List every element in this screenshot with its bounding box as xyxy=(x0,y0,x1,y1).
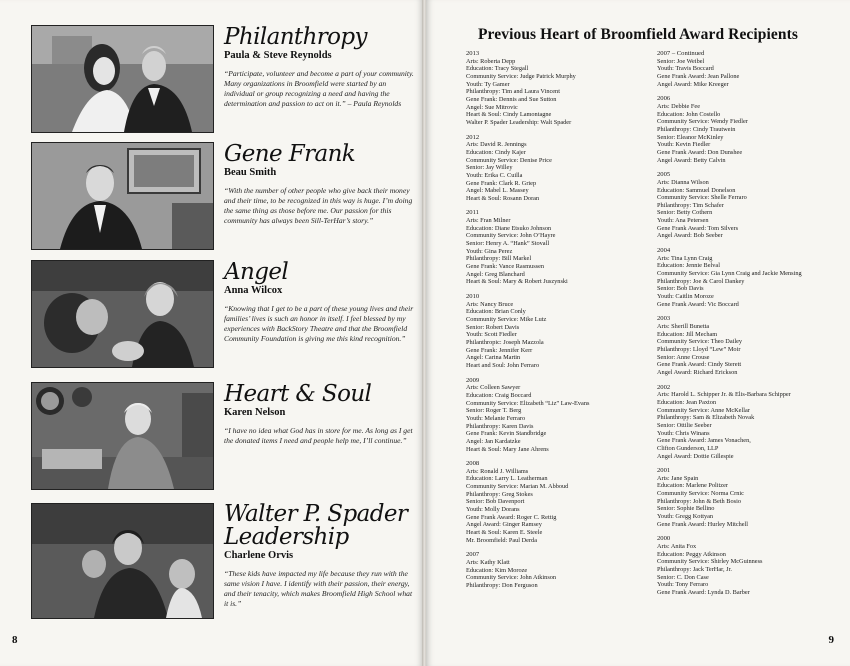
recipient-line: Gene Frank Award: Roger C. Rettig xyxy=(466,513,557,521)
recipient-line: Philanthropy: Cindy Trautwein xyxy=(657,125,736,133)
recipient-line: Gene Frank: Dennis and Sue Sutton xyxy=(466,95,557,103)
recipient-line: Gene Frank Award: Hurley Mitchell xyxy=(657,520,749,528)
recipient-line: Angel: Greg Blanchard xyxy=(466,270,525,278)
recipient-line: Education: Diane Etsuko Johnson xyxy=(466,224,552,232)
award-entry-walter-p-spader-leadership xyxy=(31,503,416,613)
year-block xyxy=(466,209,641,286)
photo-anna-wilcox xyxy=(31,260,214,368)
recipient-line: Heart and Soul: John Ferraro xyxy=(466,361,540,369)
year-heading: 2004 xyxy=(657,247,671,255)
recipient-line: Arts: Anita Fox xyxy=(657,543,697,551)
recipient-line: Youth: Caitlin Moroze xyxy=(657,293,714,301)
recipient-line: Gene Frank: Clark R. Griep xyxy=(466,179,537,187)
recipient-line: Heart & Soul: Rosann Doran xyxy=(466,194,540,202)
recipient-line: Philanthropy: Greg Stokes xyxy=(466,490,533,498)
award-text xyxy=(224,260,414,344)
recipient-line: Philanthropy: Jack TerHar, Jr. xyxy=(657,566,732,574)
award-entry-angel xyxy=(31,260,416,370)
recipient-line: Community Service: Shelle Ferraro xyxy=(657,194,747,202)
year-block xyxy=(657,95,842,164)
award-recipient: Charlene Orvis xyxy=(224,550,294,561)
recipients-column-right xyxy=(657,50,842,604)
recipient-line: Gene Frank Award: James Vonachen, xyxy=(657,437,751,445)
year-block xyxy=(657,171,842,240)
year-block xyxy=(466,50,641,127)
recipient-line: Education: Larry L. Leatherman xyxy=(466,475,548,483)
recipient-line: Angel: Carina Martin xyxy=(466,354,521,362)
page-title: Previous Heart of Broomfield Award Recipients xyxy=(477,26,799,43)
recipient-line: Arts: Tina Lynn Craig xyxy=(657,254,713,262)
recipient-line: Angel Award: Ginger Ramsey xyxy=(466,521,542,529)
year-heading: 2005 xyxy=(657,171,671,179)
year-block xyxy=(466,551,641,589)
year-heading: 2003 xyxy=(657,315,671,323)
award-entry-gene-frank xyxy=(31,142,416,252)
recipient-line: Angel Award: Betty Calvin xyxy=(657,156,726,164)
recipient-line: Philanthropic: Joseph Mazzola xyxy=(466,338,544,346)
recipient-line: Community Service: Mike Lutz xyxy=(466,316,547,323)
award-quote: “These kids have impacted my life because they run with the same vision I have. I identify with their passion, their energy, and their tenacity, which makes Broomfield High School what it is.” xyxy=(224,569,413,608)
right-page xyxy=(426,0,850,666)
year-block xyxy=(657,315,842,376)
recipient-line: Youth: Gina Perez xyxy=(466,247,513,255)
recipient-line: Arts: Colleen Sawyer xyxy=(466,384,521,392)
recipient-line: Education: Craig Boccard xyxy=(466,391,532,399)
award-text xyxy=(224,503,414,609)
recipient-line: Philanthropy: Sam & Elizabeth Novak xyxy=(657,414,755,422)
recipient-line: Philanthropy: John & Beth Bosio xyxy=(657,497,741,505)
recipient-line: Senior: Sophie Bellino xyxy=(657,505,715,513)
recipient-line: Education: Kim Moroze xyxy=(466,566,528,574)
recipient-line: Gene Frank: Vance Rasmussen xyxy=(466,263,545,271)
recipient-line: Senior: Robert Davis xyxy=(466,323,520,331)
year-heading: 2009 xyxy=(466,376,480,384)
recipient-line: Community Service: Wendy Fiedler xyxy=(657,118,748,126)
award-text xyxy=(224,142,414,226)
award-entry-philanthropy xyxy=(31,25,416,135)
recipient-line: Angel: Mabel L. Massey xyxy=(466,187,529,195)
recipient-line: Community Service: Shirley McGuinness xyxy=(657,558,763,566)
recipient-line: Youth: Tony Ferraro xyxy=(657,581,709,589)
recipient-line: Heart & Soul: Mary & Robert Juszynski xyxy=(466,278,568,286)
photo-beau-smith xyxy=(31,142,214,250)
recipient-line: Youth: Chris Winans xyxy=(657,429,710,437)
recipient-line: Senior: Betty Cothern xyxy=(657,209,713,217)
recipient-line: Youth: Molly Dorans xyxy=(466,506,520,514)
year-block xyxy=(657,50,842,88)
recipient-line: Community Service: Marian M. Abboud xyxy=(466,483,569,491)
recipient-line: Arts: Jane Spain xyxy=(657,474,699,482)
award-recipient: Karen Nelson xyxy=(224,407,286,418)
recipient-line: Philanthropy: Tim Schafer xyxy=(657,201,724,209)
page-number-left: 8 xyxy=(12,634,18,646)
recipient-line: Youth: Melanie Ferraro xyxy=(466,414,526,422)
recipient-line: Angel Award: Richard Erickson xyxy=(657,368,738,376)
recipient-line: Senior: Joe Weibel xyxy=(657,57,705,65)
recipient-line: Angel: Sue Mitrovic xyxy=(466,103,518,111)
recipient-line: Gene Frank Award: Cindy Sterett xyxy=(657,361,742,369)
year-heading: 2000 xyxy=(657,535,671,543)
recipient-line: Education: Jill Mecham xyxy=(657,330,718,338)
year-heading: 2002 xyxy=(657,383,671,391)
recipient-line: Arts: Harold L. Schipper Jr. & Elis-Barbara Schipper xyxy=(657,391,791,399)
recipient-line: Gene Frank Award: Don Dunshee xyxy=(657,148,743,156)
recipient-line: Arts: David R. Jennings xyxy=(466,141,527,149)
recipient-line: Education: Peggy Atkinson xyxy=(657,550,726,558)
recipient-line: Philanthropy: Joe & Carol Dankey xyxy=(657,277,745,285)
award-quote: “Participate, volunteer and become a part of your community. Many organizations in Broomfield were started by an individual or group recognizing a need and having the determination and passion to act on it.” – Paula Reynolds xyxy=(224,69,414,108)
award-quote: “With the number of other people who give back their money and their time, to be recognized in this way is huge. I’m doing the same thing as those before me. Our passion for this community has always been Sill-TerHar’s story.” xyxy=(224,186,413,225)
award-title: Philanthropy xyxy=(224,24,367,50)
recipient-line: Senior: C. Don Case xyxy=(657,573,709,581)
photo-charlene-orvis xyxy=(31,503,214,619)
recipient-line: Community Service: Gia Lynn Craig and Jackie Mensing xyxy=(657,270,802,278)
year-block xyxy=(466,460,641,544)
recipient-line: Arts: Dianna Wilson xyxy=(657,178,709,186)
recipient-line: Youth: Ana Petersen xyxy=(657,217,709,225)
recipient-line: Arts: Ronald J. Williams xyxy=(466,467,529,475)
recipient-line: Arts: Kathy Klatt xyxy=(466,559,510,567)
recipient-line: Mr. Broomfield: Paul Derda xyxy=(466,536,538,544)
recipient-line: Philanthropy: Tim and Laura Vincent xyxy=(466,88,560,96)
recipient-line: Angel Award: Bob Seeber xyxy=(657,232,723,240)
recipient-line: Education: Marlene Politzer xyxy=(657,482,728,490)
recipient-line: Philanthropy: Lloyd “Lew” Moir xyxy=(657,345,741,353)
recipient-line: Youth: Ty Gamer xyxy=(466,80,510,88)
recipient-line: Heart & Soul: Mary Jane Ahrens xyxy=(466,445,549,453)
recipient-line: Youth: Scott Fiedler xyxy=(466,331,517,339)
page-number-right: 9 xyxy=(828,634,834,646)
photo-paula-steve-reynolds xyxy=(31,25,214,133)
year-block xyxy=(657,535,842,596)
recipient-line: Philanthropy: Bill Markel xyxy=(466,255,532,263)
recipient-line: Education: Brian Conly xyxy=(466,308,526,316)
year-heading: 2012 xyxy=(466,133,480,141)
recipient-line: Community Service: John O’Hayre xyxy=(466,232,556,240)
recipient-line: Education: Sammuel Donelson xyxy=(657,186,736,194)
award-recipient: Anna Wilcox xyxy=(224,285,283,296)
recipient-line: Senior: Bob Davenport xyxy=(466,498,525,506)
year-heading: 2011 xyxy=(466,209,479,217)
recipient-line: Angel: Jan Kardatzke xyxy=(466,437,521,445)
recipient-line: Community Service: Anne McKellar xyxy=(657,406,750,414)
recipient-line: Education: Jennie Belval xyxy=(657,262,720,270)
left-page xyxy=(0,0,423,666)
recipient-line: Philanthropy: Karen Davis xyxy=(466,422,534,430)
recipient-line: Senior: Anne Crouse xyxy=(657,353,710,361)
year-heading: 2001 xyxy=(657,467,671,475)
award-title: Walter P. Spader Leadership xyxy=(224,501,408,550)
year-heading: 2007 xyxy=(466,551,480,559)
year-block xyxy=(657,247,842,308)
award-title: Heart & Soul xyxy=(224,381,372,407)
photo-karen-nelson xyxy=(31,382,214,490)
recipient-line: Youth: Gregg Kottyan xyxy=(657,513,714,521)
recipient-line: Arts: Fran Milner xyxy=(466,217,511,225)
recipient-line: Senior: Jay Willey xyxy=(466,164,513,172)
recipient-line: Arts: Nancy Bruce xyxy=(466,300,514,308)
recipient-line: Gene Frank Award: Tom Silvers xyxy=(657,224,739,232)
recipient-line: Education: Jean Paxton xyxy=(657,398,717,406)
award-quote: “I have no idea what God has in store for me. As long as I get the donated items I need and people help me, I’ll continue.” xyxy=(224,426,413,445)
recipient-line: Heart & Soul: Cindy Lamontagne xyxy=(466,111,552,119)
award-entry-heart-and-soul xyxy=(31,382,416,492)
year-heading: 2010 xyxy=(466,293,480,301)
recipient-line: Community Service: Denise Price xyxy=(466,156,552,164)
recipient-line: Youth: Kevin Fiedler xyxy=(657,141,711,149)
year-heading: 2008 xyxy=(466,460,480,468)
year-block xyxy=(657,467,842,528)
award-title: Gene Frank xyxy=(224,141,356,167)
year-block xyxy=(657,384,842,461)
award-recipient: Beau Smith xyxy=(224,167,277,178)
recipient-line: Youth: Travis Boccard xyxy=(657,65,714,73)
recipient-line: Gene Frank Award: Vic Boccard xyxy=(657,300,739,308)
year-heading: 2007 – Continued xyxy=(657,50,705,57)
award-title: Angel xyxy=(224,259,289,285)
recipient-line: Angel Award: Dottie Gillespie xyxy=(657,452,734,460)
recipients-column-left xyxy=(466,50,641,597)
year-block xyxy=(466,293,641,370)
recipient-line: Community Service: John Atkinson xyxy=(466,574,557,582)
recipient-line: Gene Frank Award: Jean Pallone xyxy=(657,72,740,80)
recipient-line: Gene Frank: Kevin Standbridge xyxy=(466,430,547,438)
recipient-line: Community Service: Norma Crnic xyxy=(657,490,744,498)
recipient-line: Education: Cindy Kajer xyxy=(466,148,526,156)
recipient-line: Youth: Erika C. Cuilla xyxy=(466,171,523,179)
recipient-line: Senior: Roger T. Berg xyxy=(466,407,522,415)
recipient-line: Philanthropy: Don Ferguson xyxy=(466,582,538,589)
recipient-line: Community Service: Judge Patrick Murphy xyxy=(466,72,576,80)
recipient-line: Senior: Henry A. “Hank” Stovall xyxy=(466,240,550,248)
recipient-line: Arts: Debbie Fee xyxy=(657,102,701,110)
year-heading: 2006 xyxy=(657,95,671,103)
award-text xyxy=(224,382,414,446)
recipient-line: Arts: Roberta Depp xyxy=(466,57,516,65)
recipient-line: Clifton Gunderson, LLP xyxy=(657,444,719,452)
award-quote: “Knowing that I get to be a part of these young lives and their families’ lives is such an honor in itself. I feel blessed by my experiences with BackStory Theatre and that the Broomfield Community Foundation is giving me this kind recognition.” xyxy=(224,304,414,343)
recipient-line: Education: Tracy Stegall xyxy=(466,65,529,73)
recipient-line: Senior: Eleanor McKinley xyxy=(657,133,724,141)
recipient-line: Angel Award: Mike Kreeger xyxy=(657,80,729,88)
recipient-line: Community Service: Theo Dailey xyxy=(657,338,743,346)
recipient-line: Gene Frank: Jennifer Kerr xyxy=(466,346,533,354)
recipient-line: Education: John Costello xyxy=(657,110,721,118)
recipient-line: Senior: Ottilie Seeber xyxy=(657,421,712,429)
year-block xyxy=(466,377,641,454)
year-block xyxy=(466,134,641,203)
award-text xyxy=(224,25,414,109)
recipient-line: Senior: Bob Davis xyxy=(657,285,704,293)
recipient-line: Arts: Sherill Bunetta xyxy=(657,323,710,330)
recipient-line: Gene Frank Award: Lynda D. Barber xyxy=(657,589,750,596)
year-heading: 2013 xyxy=(466,50,480,57)
award-recipient: Paula & Steve Reynolds xyxy=(224,50,332,61)
recipient-line: Walter P. Spader Leadership: Walt Spader xyxy=(466,118,572,126)
recipient-line: Community Service: Elizabeth “Liz” Law-Evans xyxy=(466,399,590,407)
recipient-line: Heart & Soul: Karen E. Steele xyxy=(466,529,543,537)
